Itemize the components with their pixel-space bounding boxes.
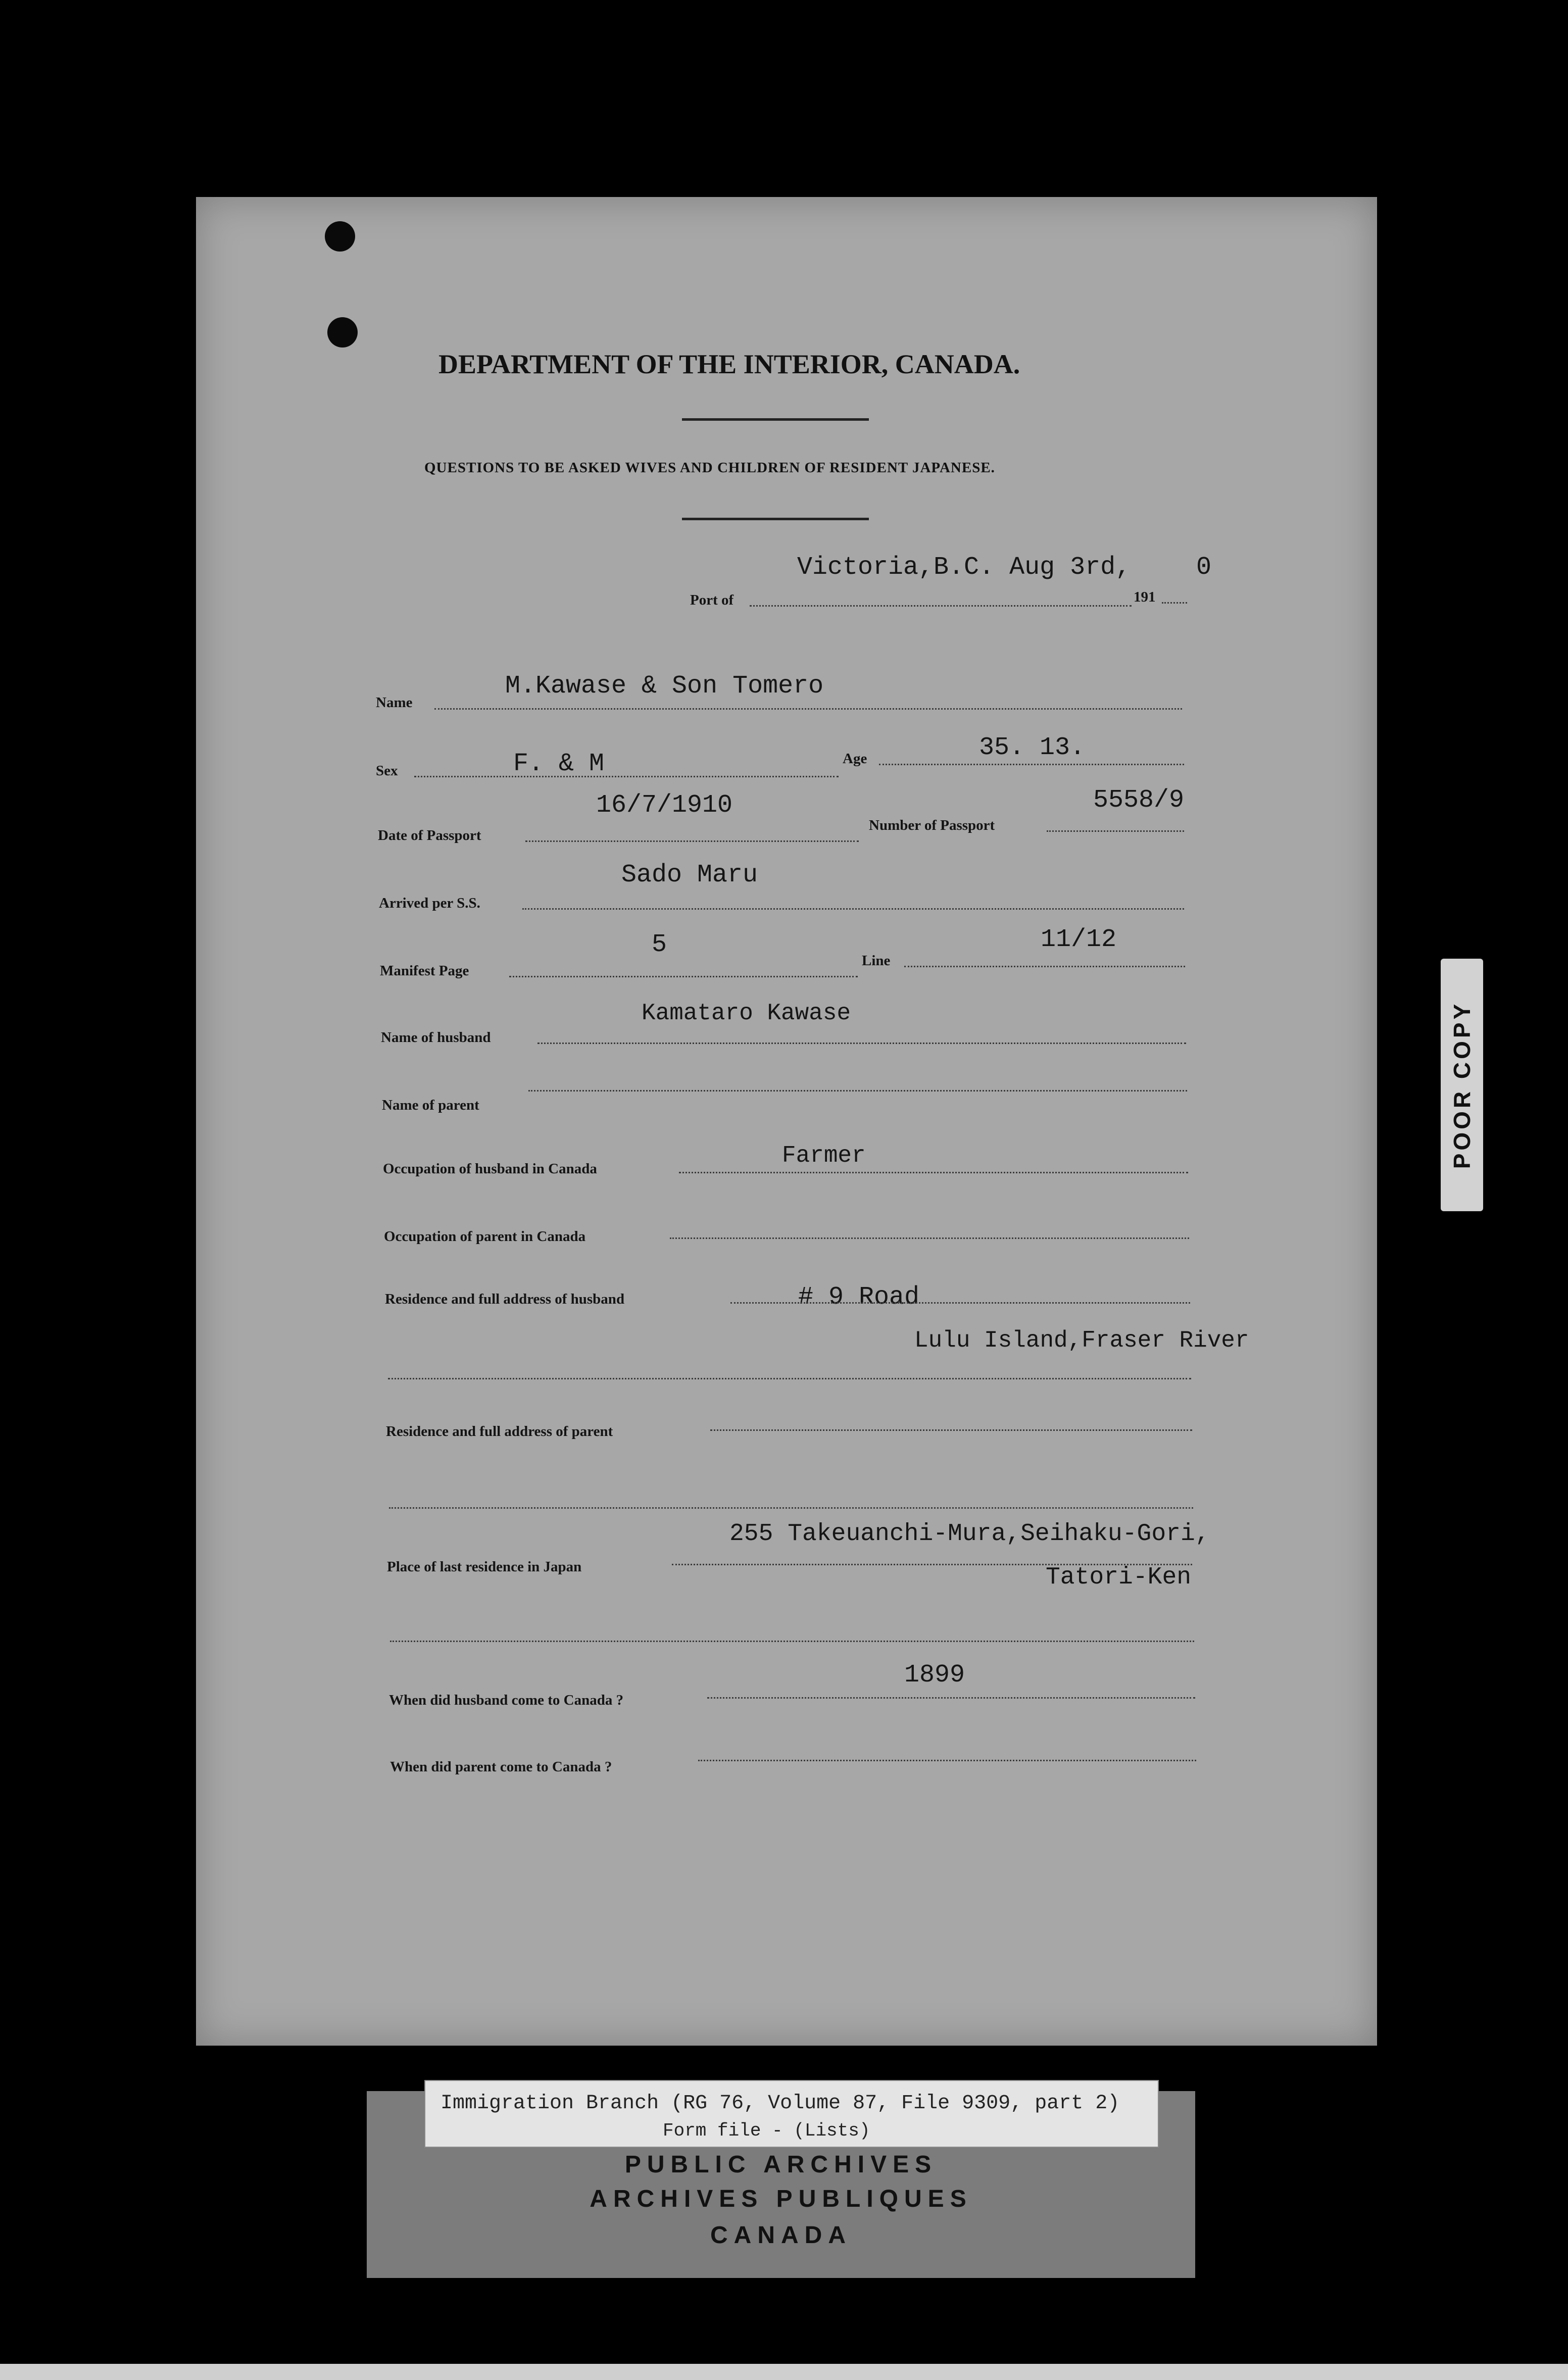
name-of-husband-value: Kamataro Kawase [642, 1000, 851, 1026]
name-of-parent-line [528, 1090, 1187, 1092]
port-value: Victoria,B.C. Aug 3rd, [797, 553, 1131, 582]
name-line [434, 708, 1182, 710]
poor-copy-text: POOR COPY [1449, 1001, 1475, 1169]
residence-husband-label: Residence and full address of husband [385, 1291, 625, 1307]
arrived-per-line [522, 908, 1184, 910]
form-title: DEPARTMENT OF THE INTERIOR, CANADA. [438, 349, 1020, 379]
residence-parent-line2 [389, 1507, 1193, 1509]
poor-copy-stamp [1441, 959, 1483, 1211]
parent-came-label: When did parent come to Canada ? [390, 1759, 612, 1775]
arrived-per-value: Sado Maru [621, 861, 758, 889]
manifest-page-value: 5 [652, 930, 667, 959]
name-of-husband-label: Name of husband [381, 1029, 491, 1046]
residence-husband-line1 [730, 1302, 1190, 1304]
date-of-passport-line [525, 840, 859, 842]
subtitle-divider [682, 518, 869, 520]
residence-husband-line2 [388, 1378, 1191, 1379]
number-of-passport-value: 5558/9 [1093, 786, 1185, 815]
archive-line-publiques: ARCHIVES PUBLIQUES [590, 2186, 972, 2212]
occupation-parent-label: Occupation of parent in Canada [384, 1228, 586, 1245]
port-line [750, 605, 1132, 607]
occupation-husband-line [679, 1172, 1188, 1173]
punch-hole [327, 317, 358, 348]
form-subtitle: QUESTIONS TO BE ASKED WIVES AND CHILDREN OF RESIDENT JAPANESE. [424, 460, 995, 476]
sex-value: F. & M [513, 750, 605, 778]
punch-hole [325, 221, 355, 252]
occupation-husband-value: Farmer [782, 1143, 866, 1169]
age-line [879, 764, 1184, 765]
date-of-passport-value: 16/7/1910 [596, 791, 733, 820]
archive-reference-sub: Form file - (Lists) [663, 2120, 870, 2141]
film-edge [0, 2364, 1568, 2380]
name-label: Name [376, 695, 413, 711]
occupation-parent-line [670, 1237, 1189, 1239]
age-value: 35. 13. [979, 733, 1086, 762]
last-residence-value-line1: 255 Takeuanchi-Mura,Seihaku-Gori, [729, 1520, 1210, 1548]
line-value: 11/12 [1041, 925, 1117, 954]
sex-line [414, 776, 839, 777]
residence-husband-value-line2: Lulu Island,Fraser River [914, 1327, 1249, 1354]
date-of-passport-label: Date of Passport [378, 827, 481, 844]
arrived-per-label: Arrived per S.S. [379, 895, 480, 911]
archive-line-public: PUBLIC ARCHIVES [624, 2151, 938, 2178]
last-residence-label: Place of last residence in Japan [387, 1559, 582, 1575]
name-of-husband-line [537, 1043, 1186, 1044]
name-value: M.Kawase & Son Tomero [505, 672, 824, 701]
residence-parent-line1 [710, 1429, 1192, 1431]
residence-husband-value-line1: # 9 Road [798, 1283, 920, 1312]
husband-came-label: When did husband come to Canada ? [389, 1692, 624, 1708]
year-typed: 0 [1196, 553, 1212, 582]
parent-came-line [698, 1760, 1196, 1761]
archive-line-canada: CANADA [710, 2222, 852, 2249]
occupation-husband-label: Occupation of husband in Canada [383, 1161, 597, 1177]
port-label: Port of [690, 592, 734, 608]
husband-came-line [707, 1697, 1195, 1699]
last-residence-line2 [390, 1641, 1194, 1642]
sex-label: Sex [376, 763, 398, 779]
year-printed: 191 [1134, 589, 1156, 605]
number-of-passport-label: Number of Passport [869, 817, 995, 833]
last-residence-value-line2: Tatori-Ken [1046, 1564, 1192, 1591]
name-of-parent-label: Name of parent [382, 1097, 479, 1113]
number-of-passport-line [1047, 830, 1184, 832]
manifest-page-line [509, 976, 858, 977]
year-line [1162, 602, 1187, 604]
archive-reference-strip [424, 2080, 1159, 2148]
title-divider [682, 418, 869, 421]
manifest-page-label: Manifest Page [380, 963, 469, 979]
archive-reference: Immigration Branch (RG 76, Volume 87, File 9309, part 2) [440, 2092, 1120, 2115]
husband-came-value: 1899 [904, 1661, 965, 1690]
age-label: Age [843, 751, 867, 767]
line-label: Line [862, 953, 891, 969]
line-line [904, 966, 1185, 967]
residence-parent-label: Residence and full address of parent [386, 1423, 613, 1440]
